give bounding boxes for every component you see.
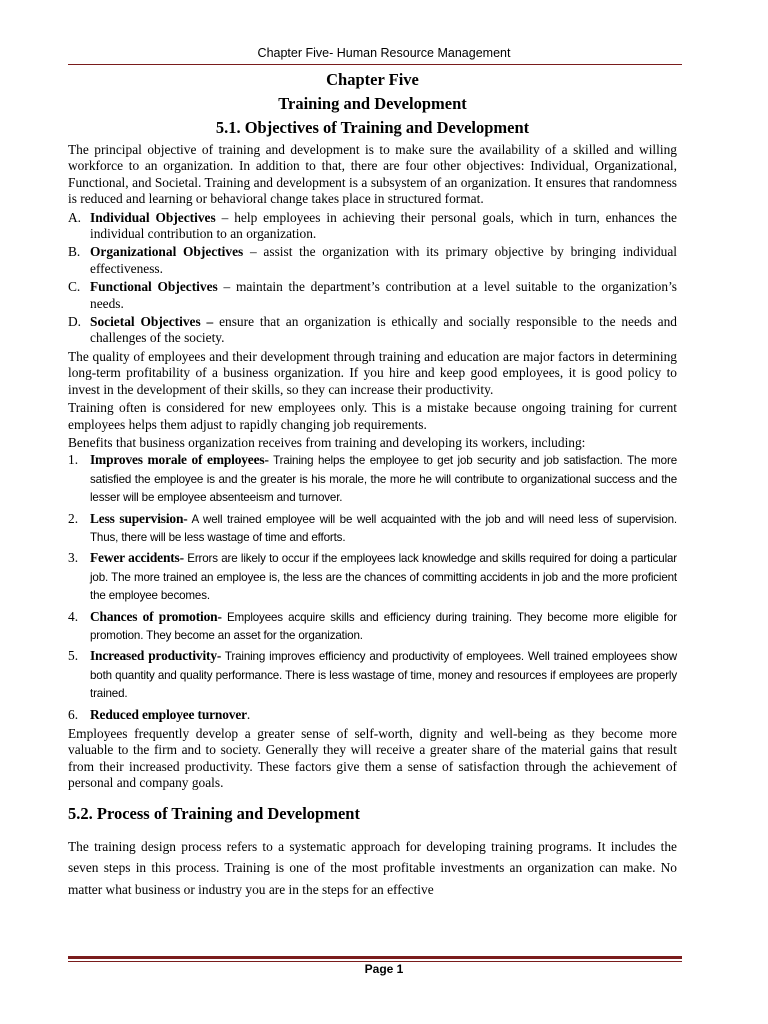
section-title: 5.1. Objectives of Training and Development — [215, 118, 530, 137]
body-paragraph: The quality of employees and their development through training and education are major factors in determining long-term profitability of a business organization. If you hire and keep good employees, it is good policy to invest in the development of their skills, so they can increase their productivity. — [68, 348, 677, 397]
list-text: Employees acquire skills and efficiency during training. They become more eligible for promotion. They become an asset for the organization. — [90, 610, 677, 642]
list-item — [68, 510, 677, 548]
list-marker: 4. — [68, 608, 79, 624]
list-term: Functional Objectives — [90, 279, 218, 295]
list-term: Fewer accidents- — [90, 550, 184, 566]
intro-paragraph: The principal objective of training and development is to make sure the availability of a skilled and willing workforce to an organization. In addition to that, there are four other objectives: Individual, Organizational, Functional, and Societal. Training and development is a subsystem of an organization. It ensures that randomness is reduced and learning or behavioral change takes place in structured format. — [68, 142, 677, 207]
list-item — [68, 549, 677, 605]
list-text: – maintain the department’s contribution at a level suitable to the organization’s needs. — [90, 279, 677, 311]
section-2-paragraph: The training design process refers to a systematic approach for developing training programs. It includes the seven steps in this process. Training is one of the most profitable investments an organization can make. No matter what business or industry you are in the steps for an effective — [68, 838, 677, 897]
list-term: Organizational Objectives — [90, 244, 244, 260]
list-text: Training helps the employee to get job security and job satisfaction. The more satisfied the employee is and the greater is his morale, the more he will contribute to organizational success and the lesser will be employee absenteeism and turnover. — [90, 454, 677, 505]
list-text: Training improves efficiency and productivity of employees. Well trained employees show both quantity and quality performance. There is less wastage of time, money and resources if employees are properly trained. — [90, 650, 677, 701]
list-text: A well trained employee will be well acquainted with the job and will need less of supervision. Thus, there will be less wastage of time and efforts. — [90, 512, 677, 544]
objectives-list — [68, 210, 677, 347]
list-term: Individual Objectives — [90, 209, 216, 225]
list-text: – help employees in achieving their personal goals, which in turn, enhances the individual contribution to an organization. — [90, 209, 677, 242]
list-item — [68, 451, 677, 507]
list-term: Societal Objectives – — [90, 314, 214, 330]
list-term: Improves morale of employees- — [90, 452, 269, 468]
list-item — [68, 279, 677, 312]
list-item — [68, 706, 677, 724]
list-term: Increased productivity- — [90, 648, 222, 664]
list-item — [68, 647, 677, 703]
body-paragraph: Benefits that business organization receives from training and developing its workers, including: — [68, 434, 586, 450]
list-marker: B. — [68, 244, 81, 260]
list-marker: 1. — [68, 452, 79, 468]
list-marker: D. — [68, 314, 82, 330]
list-text: Errors are likely to occur if the employees lack knowledge and skills required for doing a particular job. The more trained an employee is, the less are the chances of committing accidents in job and the more proficient the employee becomes. — [90, 552, 677, 603]
chapter-subtitle: Training and Development — [278, 94, 467, 113]
list-text: ensure that an organization is ethically and socially responsible to the needs and challenges of the society. — [90, 314, 677, 346]
page-content — [68, 66, 677, 902]
header-rule — [68, 64, 682, 65]
list-marker: 6. — [68, 706, 79, 722]
running-header: Chapter Five- Human Resource Management — [257, 46, 511, 60]
list-item — [68, 314, 677, 347]
list-marker: 3. — [68, 550, 79, 566]
page-number: Page 1 — [364, 962, 404, 976]
list-text: . — [246, 706, 251, 722]
list-marker: 2. — [68, 510, 79, 526]
closing-paragraph: Employees frequently develop a greater sense of self-worth, dignity and well-being as they become more valuable to the firm and to society. Generally they will receive a greater share of the material gains that result from their increased productivity. These factors give them a sense of satisfaction through the achievement of personal and company goals. — [68, 726, 677, 791]
list-marker: A. — [68, 209, 82, 225]
list-item — [68, 244, 677, 277]
chapter-title: Chapter Five — [326, 70, 419, 89]
list-text: – assist the organization with its primary objective by bringing individual effectiveness. — [90, 244, 677, 276]
body-paragraph: Training often is considered for new employees only. This is a mistake because ongoing training for current employees helps them adjust to rapidly changing job requirements. — [68, 400, 677, 432]
list-item — [68, 210, 677, 243]
list-term: Less supervision- — [90, 510, 188, 526]
list-marker: 5. — [68, 648, 79, 664]
section-2-heading: 5.2. Process of Training and Development — [68, 803, 360, 823]
footer-rule-thick — [68, 956, 682, 959]
list-term: Chances of promotion- — [90, 608, 222, 624]
list-marker: C. — [68, 279, 81, 295]
list-term: Reduced employee turnover — [90, 706, 247, 722]
list-item — [68, 608, 677, 646]
benefits-list — [68, 451, 677, 724]
